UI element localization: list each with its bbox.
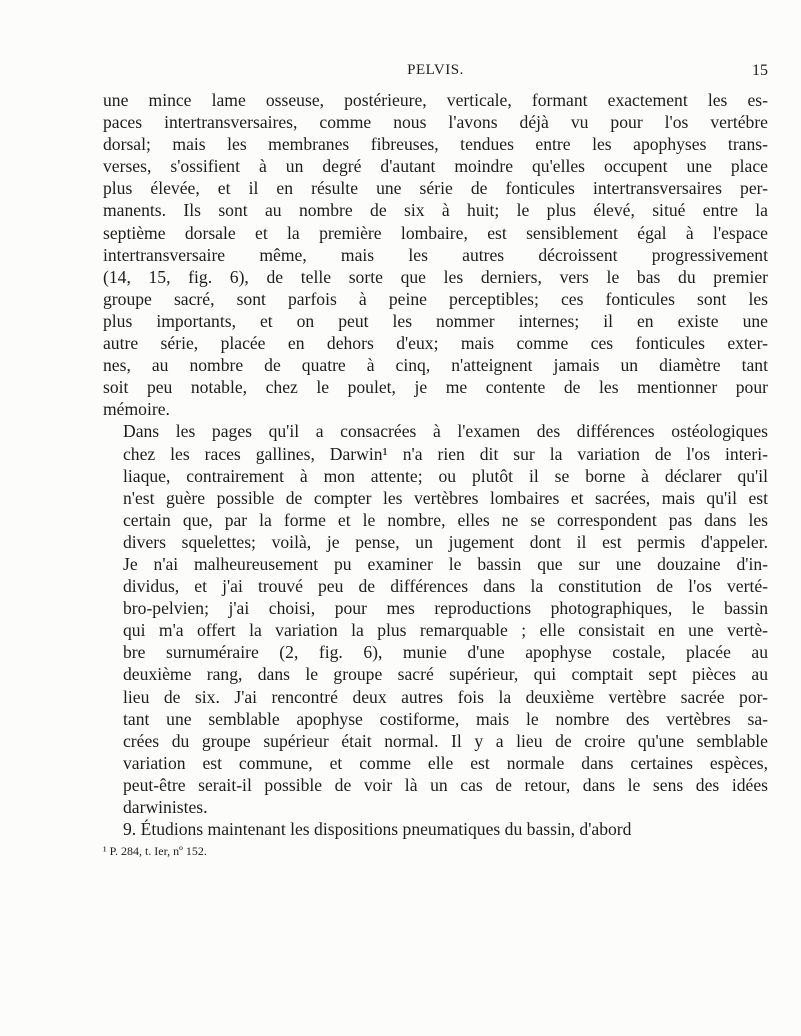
text-line: chez les races gallines, Darwin¹ n'a rien dit sur la variation de l'os interi- [123,443,768,464]
text-line: (14, 15, fig. 6), de telle sorte que les derniers, vers le bas du premier [103,266,768,287]
text-line: certain que, par la forme et le nombre, elles ne se correspondent pas dans les [123,509,768,530]
text-line: septième dorsale et la première lombaire, est sensiblement égal à l'espace [103,222,768,243]
text-line: peut-être serait-il possible de voir là un cas de retour, dans le sens des idées [123,774,768,795]
text-line: bre surnuméraire (2, fig. 6), munie d'une apophyse costale, placée au [123,642,768,663]
text-line: Je n'ai malheureusement pu examiner le bassin que sur une douzaine d'in- [123,553,768,574]
paragraph [103,89,768,420]
page-body [103,89,768,858]
text-line: dividus, et j'ai trouvé peu de différences dans la constitution de l'os verté- [123,576,768,597]
text-line: liaque, contrairement à mon attente; ou plutôt il se borne à déclarer qu'il [123,465,768,486]
text-line: deuxième rang, dans le groupe sacré supérieur, qui comptait sept pièces au [123,664,768,685]
text-line: lieu de six. J'ai rencontré deux autres fois la deuxième vertèbre sacrée por- [123,686,768,707]
text-line: autre série, placée en dehors d'eux; mais comme ces fonticules exter- [103,333,768,354]
text-line: groupe sacré, sont parfois à peine perceptibles; ces fonticules sont les [103,288,768,309]
text-line: une mince lame osseuse, postérieure, verticale, formant exactement les es- [103,90,768,110]
text-line: dorsal; mais les membranes fibreuses, tendues entre les apophyses trans- [103,134,768,155]
paragraph [103,818,768,840]
text-line: manents. Ils sont au nombre de six à huit; le plus élevé, situé entre la [103,200,768,221]
text-line: divers squelettes; voilà, je pense, un jugement dont il est permis d'appeler. [123,531,768,552]
text-line: darwinistes. [123,797,208,817]
footnote: ¹ P. 284, t. Ier, nº 152. [103,844,207,859]
paragraph [103,420,768,818]
text-line: soit peu notable, chez le poulet, je me contente de les mentionner pour [103,377,768,398]
text-line: verses, s'ossifient à un degré d'autant moindre qu'elles occupent une place [103,156,768,177]
text-line: mémoire. [103,399,170,420]
text-line: intertransversaire même, mais les autres décroissent progressivement [103,244,768,265]
text-line: Dans les pages qu'il a consacrées à l'examen des différences ostéologiques [123,421,768,442]
text-line: plus élevée, et il en résulte une série de fonticules intertransversaires per- [103,178,768,199]
text-line: tant une semblable apophyse costiforme, mais le nombre des vertèbres sa- [123,708,768,729]
page-header [103,62,768,84]
text-line: bro-pelvien; j'ai choisi, pour mes reproductions photographiques, le bassin [123,598,768,619]
text-line: n'est guère possible de compter les vertèbres lombaires et sacrées, mais qu'il est [123,487,768,508]
text-line: variation est commune, et comme elle est normale dans certaines espèces, [123,752,768,773]
text-line: plus importants, et on peut les nommer internes; il en existe une [103,310,768,331]
paragraphs [103,89,768,840]
text-line: 9. Étudions maintenant les dispositions pneumatiques du bassin, d'abord [123,819,632,840]
running-head: PELVIS. [407,62,464,78]
text-line: crées du groupe supérieur était normal. Il y a lieu de croire qu'une semblable [123,730,768,751]
text-line: nes, au nombre de quatre à cinq, n'atteignent jamais un diamètre tant [103,355,768,376]
text-line: qui m'a offert la variation la plus remarquable ; elle consistait en une vertè- [123,620,768,641]
page-number: 15 [752,62,768,79]
text-line: paces intertransversaires, comme nous l'avons déjà vu pour l'os vertébre [103,112,768,133]
